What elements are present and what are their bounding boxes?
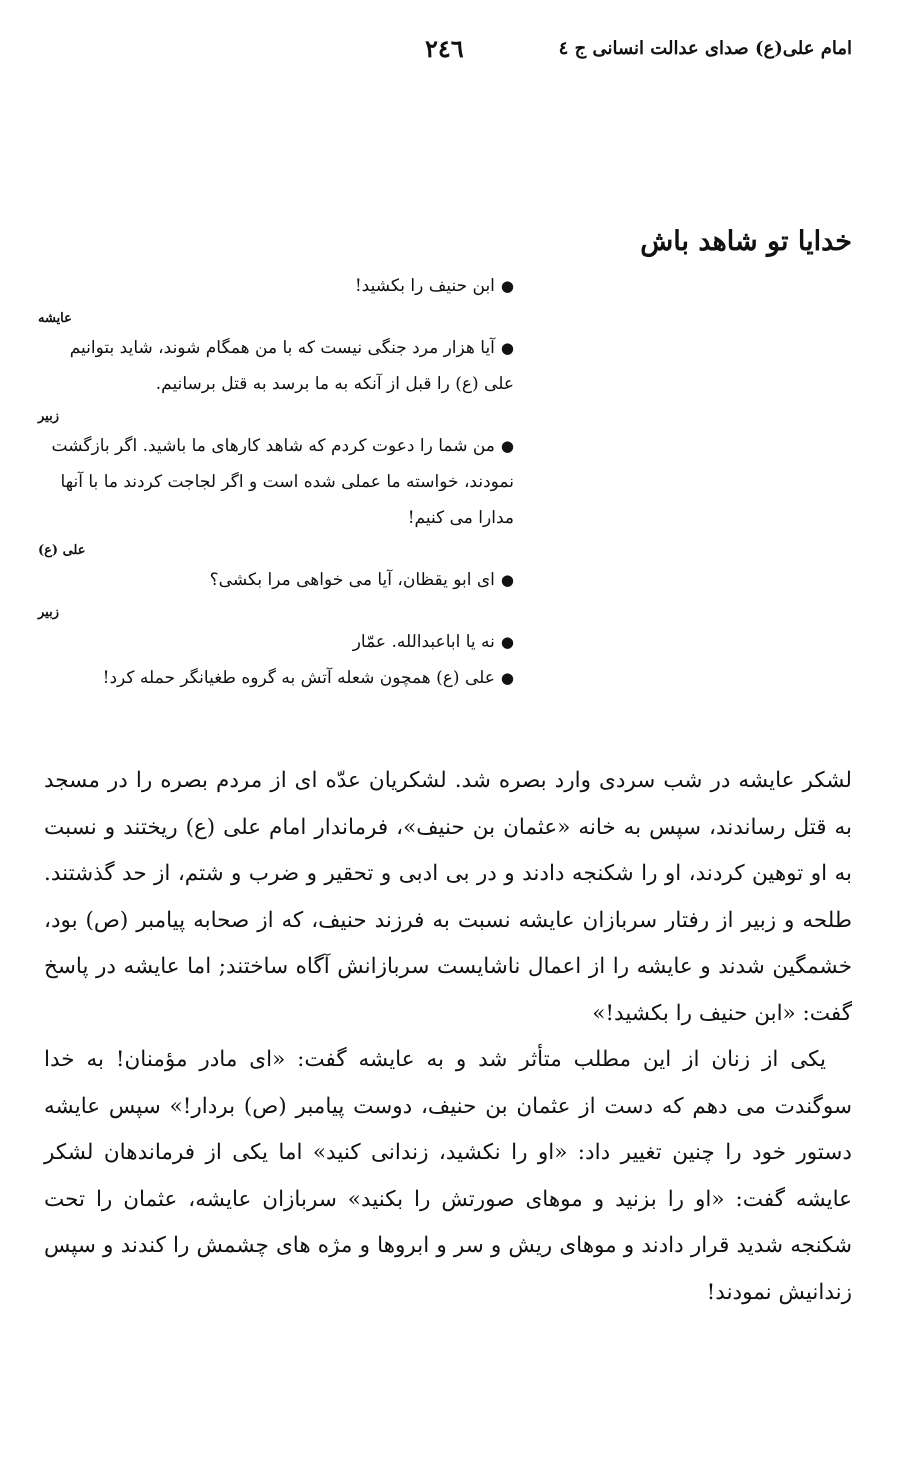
paragraph: لشکر عایشه در شب سردی وارد بصره شد. لشکریان عدّه ای از مردم بصره را در مسجد به قتل رساندند، سپس به خانه «عثمان بن حنیف»، فرماندار امام علی (ع) ریختند و نسبت به او توهین کردند، او را شکنجه دادند و در بی ادبی و تحقیر و ضرب و شتم، از حد گذشتند. طلحه و زبیر از رفتار سربازان عایشه نسبت به فرزند حنیف، که از صحابه پیامبر (ص) بود، خشمگین شدند و عایشه را از اعمال ناشایست سربازانش آگاه ساختند; اما عایشه در پاسخ گفت: «ابن حنیف را بکشید!» — [44, 768, 852, 1026]
speaker-label: زبیر — [38, 409, 59, 424]
quote-item — [38, 562, 514, 598]
quote-text: من شما را دعوت کردم که شاهد کارهای ما باشید. اگر بازگشت نمودند، خواسته ما عملی شده است و اگر لجاجت کردند ما با آنها مدارا می کنیم! — [51, 436, 514, 528]
quote-text: ابن حنیف را بکشید! — [354, 276, 495, 296]
quote-text: ای ابو یقظان، آیا می خواهی مرا بکشی؟ — [209, 570, 495, 590]
bullet-icon: ● — [500, 571, 514, 589]
speaker-label: عایشه — [38, 311, 72, 326]
quote-text: نه یا اباعبدالله. عمّار — [352, 632, 495, 652]
bullet-icon: ● — [500, 277, 514, 295]
book-title: امام علی(ع) صدای عدالت انسانی ج ٤ — [558, 38, 852, 59]
quote-item — [38, 428, 514, 536]
bullet-icon: ● — [500, 339, 514, 357]
speaker-label: زبیر — [38, 605, 59, 620]
quote-item — [38, 660, 514, 696]
bullet-icon: ● — [500, 437, 514, 455]
quote-item — [38, 330, 514, 402]
quote-item — [38, 624, 514, 660]
section-title: خدایا تو شاهد باش — [640, 226, 852, 257]
quote-text: علی (ع) همچون شعله آتش به گروه طغیانگر حمله کرد! — [102, 668, 495, 688]
page-number: ٢٤٦ — [425, 34, 464, 63]
paragraph: یکی از زنان از این مطلب متأثر شد و به عایشه گفت: «ای مادر مؤمنان! به خدا سوگندت می دهم که دست از عثمان بن حنیف، دوست پیامبر (ص) بردار!» سپس عایشه دستور خود را چنین تغییر داد: «او را نکشید، زندانی کنید» اما یکی از فرماندهان لشکر عایشه گفت: «او را بزنید و موهای صورتش را بکنید» سربازان عایشه، عثمان را تحت شکنجه شدید قرار دادند و موهای ریش و سر و ابروها و مژه های چشمش را کندند و سپس زندانیش نمودند! — [44, 1047, 853, 1305]
page-header — [40, 34, 852, 72]
quote-item — [38, 268, 514, 304]
bullet-icon: ● — [500, 669, 514, 687]
speaker-label: علی (ع) — [38, 543, 86, 558]
body-text — [44, 758, 852, 1316]
quote-list — [38, 268, 514, 696]
quote-text: آیا هزار مرد جنگی نیست که با من همگام شوند، شاید بتوانیم علی (ع) را قبل از آنکه به ما برسد به قتل برسانیم. — [69, 338, 514, 394]
bullet-icon: ● — [500, 633, 514, 651]
